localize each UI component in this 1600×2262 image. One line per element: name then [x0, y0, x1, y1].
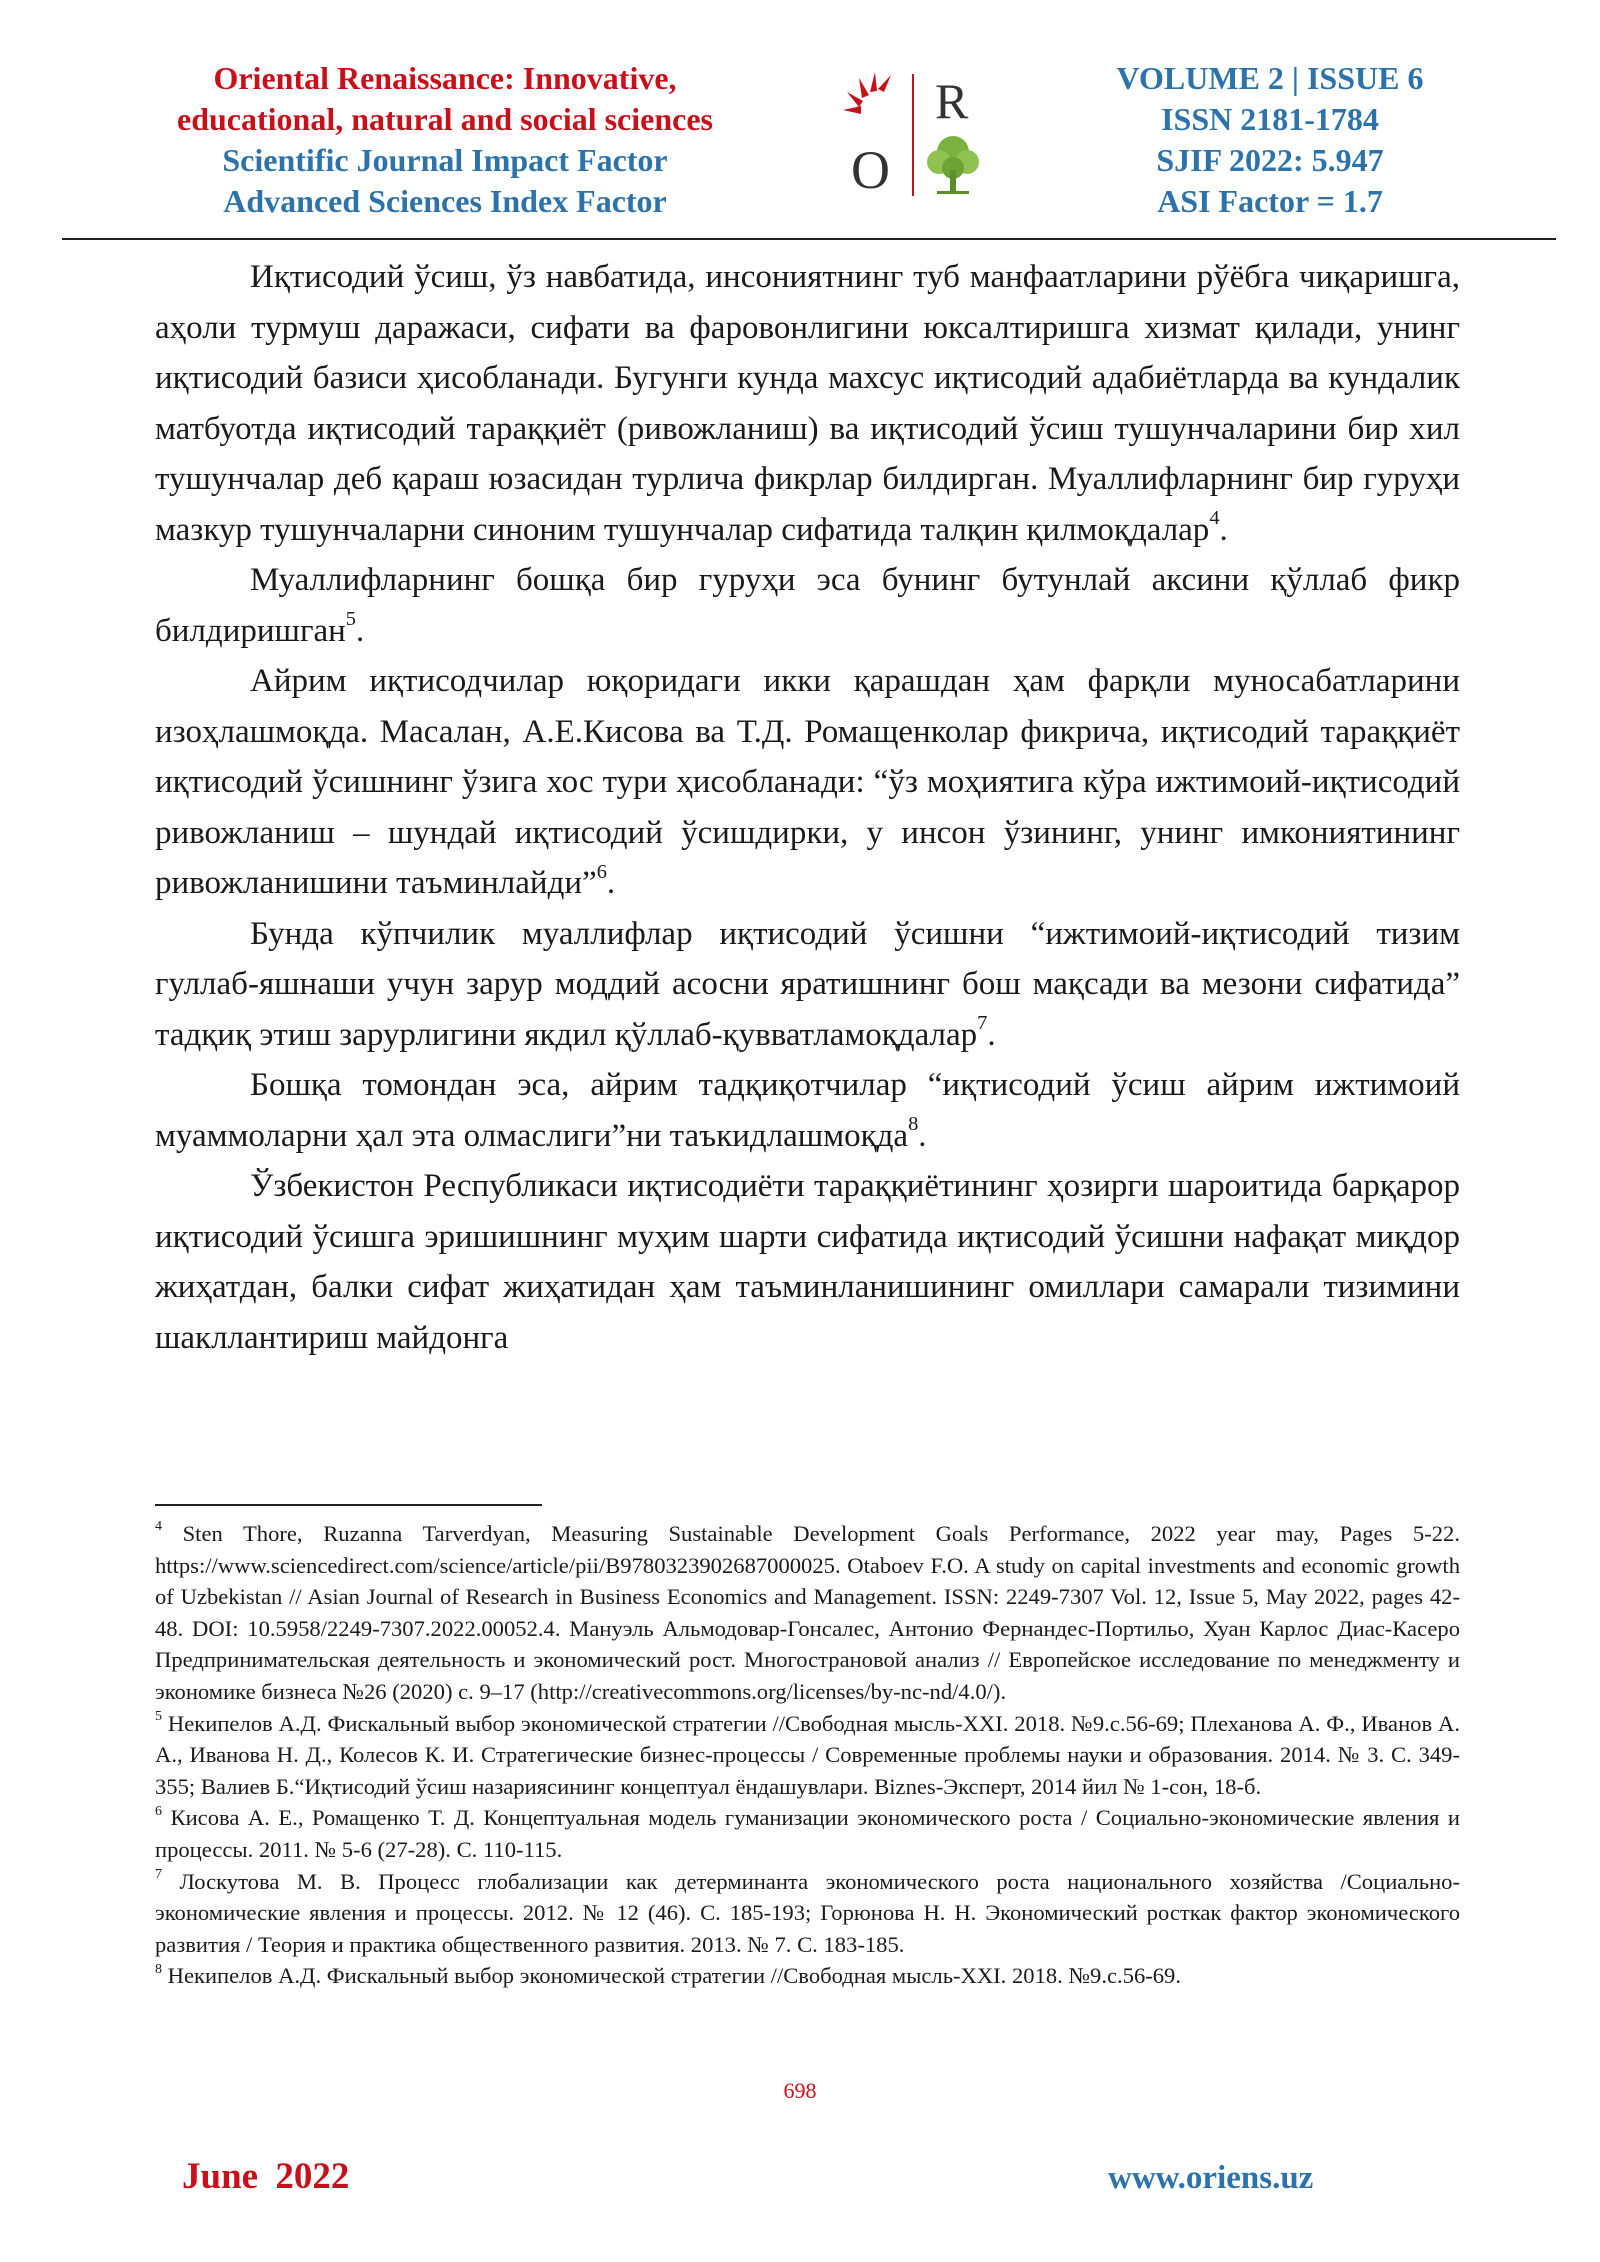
index-factor-line: Advanced Sciences Index Factor — [223, 183, 667, 219]
issn: ISSN 2181-1784 — [1161, 101, 1379, 137]
footnote-7-number: 7 — [155, 1866, 162, 1882]
footnote-6 — [155, 1802, 1460, 1865]
journal-title-line-2: educational, natural and social sciences — [176, 101, 713, 137]
paragraph-6-text: Ўзбекистон Республикаси иқтисодиёти тараққиётининг ҳозирги шароитида барқарор иқтисодий ўсишга эришишнинг муҳим шарти сифатида иқтисодий ўсишни нафақат миқдор жиҳатдан, балки сифат жиҳатидан ҳам таъминланишининг омиллари самарали тизимини шакллантириш майдонга — [155, 1168, 1460, 1356]
paragraph-1-text: Иқтисодий ўсиш, ўз навбатида, инсониятнинг туб манфаатларини рўёбга чиқаришга, аҳоли турмуш даражаси, сифати ва фаровонлигини юксалтиришга хизмат қилади, унинг иқтисодий базиси ҳисобланади. Бугунги кунда махсус иқтисодий адабиётларда ва кундалик матбуотда иқтисодий тараққиёт (ривожланиш) ва иқтисодий ўсиш тушунчаларини бир хил тушунчалар деб қараш юзасидан турлича фикрлар билдирган. Муаллифларнинг бир гуруҳи мазкур тушунчаларни синоним тушунчалар сифатида талқин қилмоқдалар — [155, 259, 1460, 548]
footnote-5-text: Некипелов А.Д. Фискальный выбор экономической стратегии //Свободная мысль-XXI. 2018. №9.с.56-69; Плеханова А. Ф., Иванов А. А., Иванова Н. Д., Колесов К. И. Стратегические бизнес-процессы / Современные проблемы науки и образования. 2014. № 3. С. 349-355; Валиев Б.“Иқтисодий ўсиш назариясининг концептуал ёндашувлари. Biznes-Эксперт, 2014 йил № 1-сон, 18-б. — [155, 1710, 1460, 1799]
footnote-ref-6: 6 — [596, 860, 607, 883]
journal-title-block — [125, 58, 765, 222]
issue-info-block — [1055, 58, 1485, 222]
sunburst-icon — [843, 72, 891, 114]
paragraph-6 — [155, 1161, 1460, 1363]
impact-factor-line: Scientific Journal Impact Factor — [222, 142, 668, 178]
asi-factor: ASI Factor = 1.7 — [1157, 183, 1383, 219]
paragraph-5-end: . — [918, 1117, 927, 1154]
paragraph-3-text: Айрим иқтисодчилар юқоридаги икки қарашдан ҳам фарқли муносабатларини изоҳлашмоқда. Масалан, А.Е.Кисова ва Т.Д. Ромащенколар фикрича, иқтисодий тараққиёт иқтисодий ўсишнинг ўзига хос тури ҳисобланади: “ўз моҳиятига кўра ижтимоий-иқтисодий ривожланиш – шундай иқтисодий ўсишдирки, у инсон ўзининг, унинг имкониятининг ривожланишини таъминлайди” — [155, 663, 1460, 901]
footnote-6-text: Кисова А. Е., Ромащенко Т. Д. Концептуальная модель гуманизации экономического роста / Социально-экономические явления и процессы. 2011. № 5-6 (27-28). С. 110-115. — [155, 1805, 1460, 1862]
footnote-7 — [155, 1866, 1460, 1961]
oriens-logo-icon — [833, 70, 993, 200]
paragraph-5 — [155, 1060, 1460, 1161]
logo-letter-o: O — [851, 140, 890, 200]
volume-issue: VOLUME 2 | ISSUE 6 — [1116, 60, 1424, 96]
footer-website-link[interactable]: www.oriens.uz — [1108, 2160, 1314, 2196]
paragraph-3-end: . — [606, 865, 616, 901]
footnote-ref-7: 7 — [977, 1012, 988, 1035]
footnote-4-number: 4 — [155, 1519, 162, 1535]
footnote-5-number: 5 — [155, 1708, 162, 1724]
footnotes — [155, 1518, 1460, 1992]
footnote-8-text: Некипелов А.Д. Фискальный выбор экономической стратегии //Свободная мысль-XXI. 2018. №9.с.56-69. — [162, 1963, 1182, 1989]
footnote-ref-5: 5 — [345, 608, 356, 631]
paragraph-4-text: Бунда кўпчилик муаллифлар иқтисодий ўсишни “ижтимоий-иқтисодий тизим гуллаб-яшнаши учун зарур моддий асосни яратишнинг бош мақсади ва мезони сифатида” тадқиқ этиш зарурлигини якдил қўллаб-қувватламоқдалар — [155, 915, 1460, 1053]
paragraph-3 — [155, 656, 1460, 909]
paragraph-2-end: . — [356, 612, 365, 649]
footnote-ref-4: 4 — [1209, 507, 1220, 530]
logo-letter-r: R — [935, 73, 969, 129]
footnote-8-number: 8 — [155, 1961, 162, 1977]
paragraph-4 — [155, 909, 1460, 1061]
footnote-7-text: Лоскутова М. В. Процесс глобализации как детерминанта экономического роста национального хозяйства /Социально-экономические явления и процессы. 2012. № 12 (46). С. 185-193; Горюнова Н. Н. Экономический росткак фактор экономического развития / Теория и практика общественного развития. 2013. № 7. С. 183-185. — [155, 1868, 1460, 1957]
paragraph-2-text: Муаллифларнинг бошқа бир гуруҳи эса бунинг бутунлай аксини қўллаб фикр билдиришган — [155, 562, 1460, 649]
journal-title-line-1: Oriental Renaissance: Innovative, — [213, 60, 677, 96]
tree-icon — [927, 136, 979, 194]
paragraph-1 — [155, 252, 1460, 555]
footnote-8 — [155, 1960, 1460, 1992]
footnote-4 — [155, 1518, 1460, 1708]
paragraph-2 — [155, 555, 1460, 656]
sjif: SJIF 2022: 5.947 — [1156, 142, 1384, 178]
page-number: 698 — [783, 2078, 817, 2103]
footer-date: June 2022 — [182, 2156, 350, 2197]
footnote-6-number: 6 — [155, 1803, 162, 1819]
paragraph-1-end: . — [1219, 511, 1228, 548]
footnote-5 — [155, 1708, 1460, 1803]
header-divider — [62, 238, 1556, 240]
paragraph-4-end: . — [987, 1016, 996, 1053]
article-body — [155, 252, 1460, 1363]
footnote-ref-8: 8 — [908, 1113, 919, 1136]
footnote-4-text: Sten Thore, Ruzanna Tarverdyan, Measuring Sustainable Development Goals Performance, 2022 year may, Pages 5-22. https://www.sciencedirect.com/science/article/pii/B9780323902687000025. Otaboev F.O. A study on capital investments and economic growth of Uzbekistan // Asian Journal of Research in Business Economics and Management. ISSN: 2249-7307 Vol. 12, Issue 5, May 2022, pages 42-48. DOI: 10.5958/2249-7307.2022.00052.4. Мануэль Альмодовар-Гонсалес, Антонио Фернандес-Портильо, Хуан Карлос Диас-Касеро Предпринимательская деятельность и экономический рост. Многострановой анализ // Европейское исследование по менеджменту и экономике бизнеса №26 (2020) с. 9–17 (http://creativecommons.org/licenses/by-nc-nd/4.0/). — [155, 1521, 1460, 1704]
footnote-divider — [155, 1504, 542, 1506]
paragraph-5-text: Бошқа томондан эса, айрим тадқиқотчилар “иқтисодий ўсиш айрим ижтимоий муаммоларни ҳал эта олмаслиги”ни таъкидлашмоқда — [155, 1067, 1460, 1154]
